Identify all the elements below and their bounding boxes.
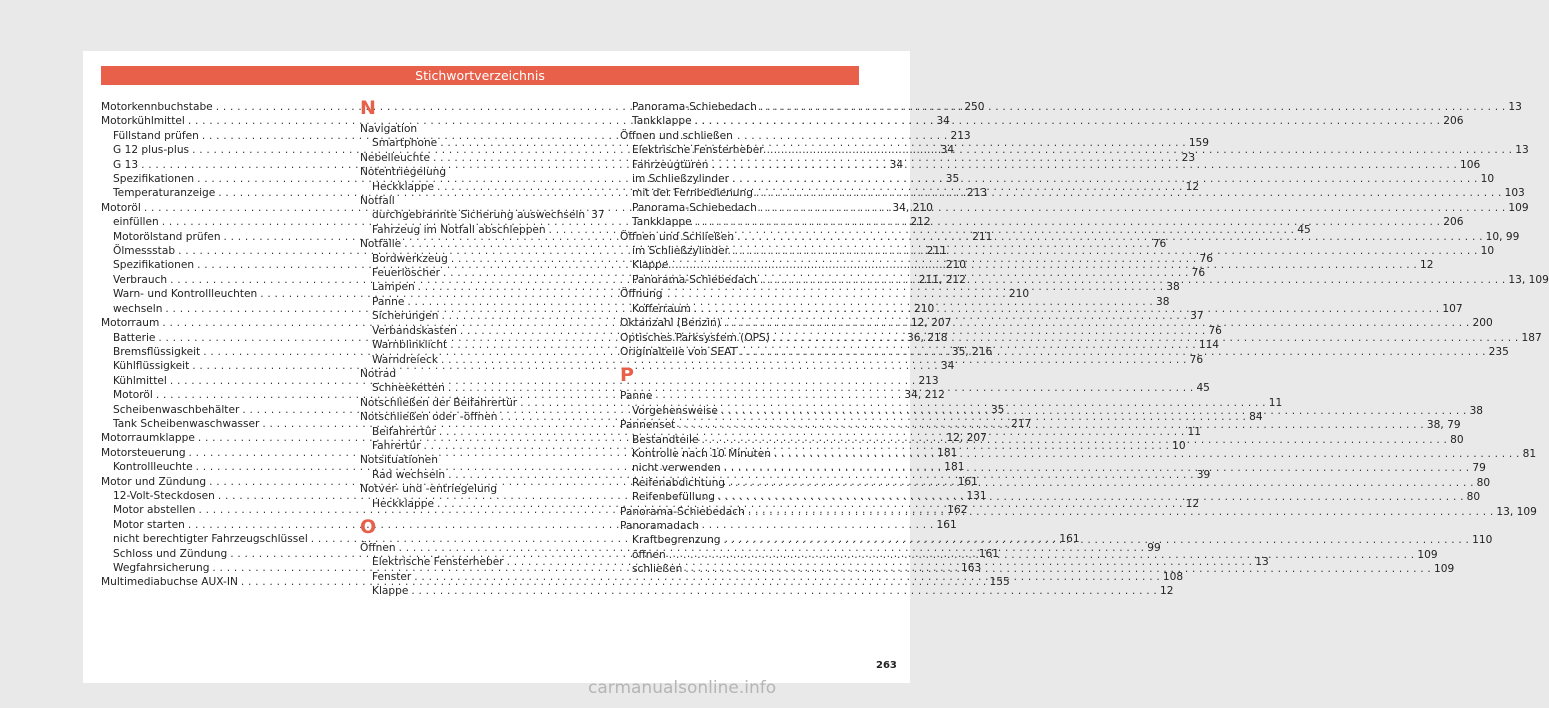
entry-term: Warndreieck xyxy=(372,353,438,366)
entry-pages: 34, 212 xyxy=(904,389,945,402)
entry-term: Motorkühlmittel xyxy=(101,115,185,128)
index-subentry xyxy=(101,374,939,388)
entry-term: Kofferraum xyxy=(632,302,691,315)
entry-term: Bremsflüssigkeit xyxy=(113,345,201,358)
entry-pages: 13 xyxy=(1515,144,1529,157)
entry-pages: 39 xyxy=(1196,468,1211,481)
entry-term: Notschließen oder -öffnen xyxy=(360,411,498,424)
index-subentry xyxy=(360,208,605,222)
entry-pages: 80 xyxy=(1476,476,1491,489)
entry-term: Motor und Zündung xyxy=(101,475,207,488)
entry-term: Oktanzahl (Benzin) xyxy=(620,317,721,330)
section-letter: N xyxy=(360,97,376,119)
entry-term: Panorama-Schiebedach xyxy=(632,101,757,113)
entry-term: Smartphone xyxy=(372,137,438,150)
entry-term: durchgebrannte Sicherung auswechseln xyxy=(372,209,586,222)
entry-pages: 13, 109 xyxy=(1496,505,1537,518)
entry-term: Motorsteuerung xyxy=(101,446,186,459)
entry-pages: 12, 207 xyxy=(946,432,987,445)
entry-pages: 80 xyxy=(1466,491,1481,504)
entry-pages: 210 xyxy=(1008,288,1030,301)
entry-pages: 187 xyxy=(1521,331,1542,344)
entry-pages: 10 xyxy=(1172,439,1186,452)
index-heading: Öffnen und schließen xyxy=(620,129,733,142)
entry-term: Warnblinklicht xyxy=(372,339,448,352)
entry-term: G 12 plus-plus xyxy=(113,144,190,157)
entry-term: Warn- und Kontrollleuchten xyxy=(113,288,258,301)
entry-term: G 13 xyxy=(113,158,139,171)
entry-term: Pannenset xyxy=(620,419,676,432)
entry-term: mit der Fernbedienung xyxy=(632,187,753,200)
dot-leader xyxy=(718,490,1464,504)
entry-pages: 76 xyxy=(1199,252,1213,265)
entry-pages: 103 xyxy=(1504,187,1525,200)
entry-term: Elektrische Fensterheber xyxy=(632,144,764,157)
entry-term: Fenster xyxy=(372,570,412,583)
entry-pages: 12, 207 xyxy=(910,317,952,330)
entry-term: 12-Volt-Steckdosen xyxy=(113,489,215,502)
index-heading: Notentriegelung xyxy=(360,166,447,179)
entry-term: Notschließen der Beifahrertür xyxy=(360,396,518,409)
entry-term: Motor abstellen xyxy=(113,504,196,517)
entry-pages: 38, 79 xyxy=(1426,419,1461,432)
entry-pages: 155 xyxy=(989,576,1010,589)
entry-term: Wegfahrsicherung xyxy=(113,562,210,574)
entry-term: Panorama-Schiebedach xyxy=(620,505,745,518)
entry-pages: 84 xyxy=(1249,411,1263,424)
entry-pages: 235 xyxy=(1488,345,1509,358)
dot-leader xyxy=(411,584,1157,598)
entry-pages: 13 xyxy=(1508,101,1522,113)
entry-term: Motorölstand prüfen xyxy=(113,230,221,243)
entry-pages: 13 xyxy=(1255,556,1269,569)
entry-pages: 34, 210 xyxy=(892,201,933,214)
entry-term: Motor starten xyxy=(113,518,185,531)
entry-term: Kühlmittel xyxy=(113,374,167,387)
entry-term: Motorraumklappe xyxy=(101,432,195,445)
entry-pages: 109 xyxy=(1417,548,1438,561)
entry-term: Elektrische Fensterheber xyxy=(372,556,504,569)
entry-pages: 181 xyxy=(944,461,965,474)
entry-term: Füllstand prüfen xyxy=(113,129,199,142)
entry-pages: 38 xyxy=(1469,404,1484,417)
dot-leader xyxy=(701,433,1447,447)
entry-pages: 213 xyxy=(918,374,939,387)
dot-leader xyxy=(774,447,1520,461)
entry-term: Vorgehensweise xyxy=(632,404,718,417)
entry-pages: 35, 216 xyxy=(951,345,993,358)
entry-pages: 99 xyxy=(1147,541,1161,554)
dot-leader xyxy=(732,172,1478,186)
entry-pages: 45 xyxy=(1196,382,1210,395)
entry-term: Bestandteile xyxy=(632,433,699,446)
dot-leader xyxy=(760,100,1506,114)
entry-pages: 81 xyxy=(1522,447,1537,460)
entry-pages: 12 xyxy=(1185,180,1200,193)
entry-term: Ölmessstab xyxy=(113,245,176,258)
entry-pages: 23 xyxy=(1181,151,1196,164)
entry-pages: 161 xyxy=(1059,533,1080,546)
entry-term: Notfälle xyxy=(360,238,402,251)
entry-pages: 206 xyxy=(1443,115,1464,128)
entry-term: Reifenabdichtung xyxy=(632,476,726,489)
section-letter: O xyxy=(360,515,377,538)
index-subentry xyxy=(360,381,1210,395)
entry-pages: 34 xyxy=(940,360,955,373)
entry-pages: 108 xyxy=(1162,570,1184,583)
entry-term: Originalteile von SEAT xyxy=(620,345,738,358)
entry-term: Temperaturanzeige xyxy=(113,187,216,200)
entry-term: Tankklappe xyxy=(632,115,692,128)
dot-leader xyxy=(760,201,1506,215)
entry-pages: 76 xyxy=(1208,324,1222,337)
entry-term: Bordwerkzeug xyxy=(372,252,448,265)
dot-leader xyxy=(721,404,1467,418)
entry-term: Motorkennbuchstabe xyxy=(101,101,213,113)
dot-leader xyxy=(760,273,1506,287)
entry-term: Panorama-Schiebedach xyxy=(632,201,757,214)
entry-pages: 11 xyxy=(1268,396,1283,409)
entry-pages: 36, 218 xyxy=(907,331,948,344)
entry-pages: 109 xyxy=(1508,201,1529,214)
page-number: 263 xyxy=(876,660,897,671)
entry-pages: 34 xyxy=(936,115,950,128)
dot-leader xyxy=(728,476,1474,490)
entry-term: Panorama-Schiebedach xyxy=(632,273,757,286)
index-heading: Notrad xyxy=(360,367,397,380)
entry-pages: 76 xyxy=(1152,238,1167,251)
dot-leader xyxy=(756,186,1502,200)
entry-pages: 213 xyxy=(950,129,971,142)
dot-leader xyxy=(669,548,1415,562)
entry-term: Beifahrertür xyxy=(372,425,436,438)
entry-pages: 163 xyxy=(961,562,982,574)
entry-term: Öffnen und Schließen xyxy=(620,230,735,243)
entry-term: Heckklappe xyxy=(372,180,434,193)
entry-pages: 38 xyxy=(1166,281,1180,294)
entry-term: Kühlflüssigkeit xyxy=(113,360,190,373)
dot-leader xyxy=(732,244,1478,258)
dot-leader xyxy=(740,345,1486,359)
entry-term: Tank Scheibenwaschwasser xyxy=(113,417,260,430)
index-heading: Navigation xyxy=(360,123,418,135)
entry-term: Kraftbegrenzung xyxy=(632,534,721,547)
dot-leader xyxy=(695,215,1441,229)
section-letter: P xyxy=(620,364,634,387)
entry-term: Optisches Parksystem (OPS) xyxy=(620,331,770,344)
page-header: Stichwortverzeichnis xyxy=(101,66,859,85)
index-subentry xyxy=(360,136,1210,150)
entry-pages: 106 xyxy=(1460,158,1481,171)
entry-pages: 211 xyxy=(926,245,947,258)
entry-term: Verbandskasten xyxy=(372,324,457,337)
entry-term: Fahrzeugtüren xyxy=(632,158,709,171)
entry-pages: 200 xyxy=(1472,317,1493,330)
entry-term: Schneeketten xyxy=(372,382,445,395)
entry-pages: 131 xyxy=(966,489,987,502)
entry-pages: 212 xyxy=(910,216,931,229)
entry-pages: 217 xyxy=(1011,417,1032,430)
index-heading: Notsituationen xyxy=(360,454,438,467)
entry-pages: 76 xyxy=(1189,353,1204,366)
entry-term: Feuerlöscher xyxy=(372,267,440,280)
index-heading: Panoramadach xyxy=(620,519,700,532)
entry-pages: 35 xyxy=(990,403,1005,416)
entry-pages: 161 xyxy=(978,547,1000,560)
entry-term: im Schließzylinder xyxy=(632,245,729,258)
dot-leader xyxy=(695,114,1441,128)
entry-pages: 206 xyxy=(1443,216,1464,229)
entry-pages: 37 xyxy=(1190,310,1204,323)
dot-leader xyxy=(711,158,1457,172)
dot-leader xyxy=(724,316,1470,330)
entry-pages: 107 xyxy=(1442,302,1463,315)
entry-term: Sicherungen xyxy=(372,310,439,323)
entry-pages: 114 xyxy=(1198,339,1220,352)
entry-term: im Schließzylinder xyxy=(632,173,729,186)
entry-term: Öffnen xyxy=(360,541,396,554)
index-heading: Öffnung xyxy=(620,288,663,301)
entry-term: Spezifikationen xyxy=(113,173,195,186)
index-heading: Notfall xyxy=(360,195,395,208)
entry-pages: 76 xyxy=(1191,267,1206,280)
entry-pages: 45 xyxy=(1297,223,1311,236)
entry-pages: 10 xyxy=(1480,245,1495,258)
index-subentry xyxy=(360,584,1174,598)
entry-term: Kontrollleuchte xyxy=(113,461,193,474)
entry-term: Klappe xyxy=(372,585,409,598)
entry-term: Batterie xyxy=(113,331,156,344)
entry-pages: 13, 109 xyxy=(1508,273,1549,286)
entry-pages: 181 xyxy=(937,446,958,459)
entry-term: Motoröl xyxy=(101,201,141,214)
entry-term: nicht verwenden xyxy=(632,462,721,475)
entry-pages: 110 xyxy=(1472,534,1493,547)
entry-term: Verbrauch xyxy=(113,273,168,286)
dot-leader xyxy=(678,418,1424,432)
entry-pages: 10, 99 xyxy=(1485,230,1520,243)
entry-pages: 159 xyxy=(1188,137,1210,150)
entry-term: nicht berechtigter Fahrzeugschlüssel xyxy=(113,533,308,546)
entry-pages: 161 xyxy=(957,475,978,488)
watermark[interactable]: carmanualsonline.info xyxy=(588,678,777,698)
dot-leader xyxy=(694,302,1440,316)
entry-term: wechseln xyxy=(113,302,163,315)
entry-term: schließen xyxy=(632,563,683,576)
entry-term: Nebelleuchte xyxy=(360,151,431,164)
entry-term: Schloss und Zündung xyxy=(113,547,228,560)
entry-pages: 109 xyxy=(1433,563,1455,576)
index-subentry xyxy=(360,309,1204,323)
entry-term: Heckklappe xyxy=(372,497,434,510)
index-entry xyxy=(360,237,1167,251)
entry-pages: 210 xyxy=(914,302,935,315)
entry-term: Kontrolle nach 10 Minuten xyxy=(632,447,772,460)
entry-pages: 211 xyxy=(972,230,993,243)
entry-pages: 162 xyxy=(947,504,968,517)
entry-term: Multimediabuchse AUX-IN xyxy=(101,576,238,589)
entry-pages: 12 xyxy=(1185,497,1200,510)
entry-pages: 211, 212 xyxy=(918,273,966,286)
index-subentry xyxy=(360,280,1180,294)
entry-term: Rad wechseln xyxy=(372,468,446,481)
entry-term: Motorraum xyxy=(101,317,160,330)
entry-term: einfüllen xyxy=(113,216,159,229)
entry-term: Reifenbefüllung xyxy=(632,491,716,504)
entry-pages: 38 xyxy=(1155,295,1170,308)
index-heading: Notver- und -entriegelung xyxy=(360,483,498,496)
entry-pages: 210 xyxy=(945,259,966,272)
entry-term: Fahrzeug im Notfall abschleppen xyxy=(372,223,546,236)
entry-pages: 80 xyxy=(1450,433,1464,446)
entry-pages: 37 xyxy=(591,209,605,222)
index-heading: Panne xyxy=(620,390,653,403)
entry-pages: 213 xyxy=(966,187,988,200)
entry-term: Klappe xyxy=(632,259,669,272)
entry-pages: 10 xyxy=(1480,173,1495,186)
dot-leader xyxy=(767,143,1513,157)
entry-term: Tankklappe xyxy=(632,216,692,229)
dot-leader xyxy=(685,562,1431,576)
entry-term: öffnen xyxy=(632,548,666,561)
entry-term: Scheibenwaschbehälter xyxy=(113,403,240,416)
entry-pages: 161 xyxy=(936,518,957,531)
entry-term: Fahrertür xyxy=(372,439,421,452)
entry-pages: 34 xyxy=(940,144,955,157)
dot-leader xyxy=(737,230,1483,244)
dot-leader xyxy=(748,505,1494,519)
entry-pages: 34 xyxy=(889,158,904,171)
dot-leader xyxy=(724,533,1470,547)
entry-pages: 11 xyxy=(1187,425,1201,438)
entry-term: Panne xyxy=(372,295,405,308)
dot-leader xyxy=(724,461,1470,475)
entry-term: Lampen xyxy=(372,281,415,294)
entry-pages: 250 xyxy=(964,101,985,113)
dot-leader xyxy=(671,258,1417,272)
entry-term: Spezifikationen xyxy=(113,259,195,272)
entry-pages: 12 xyxy=(1159,585,1174,598)
entry-pages: 79 xyxy=(1472,462,1486,475)
entry-pages: 35 xyxy=(945,173,960,186)
entry-pages: 12 xyxy=(1419,259,1434,272)
dot-leader xyxy=(773,331,1519,345)
entry-term: Motoröl xyxy=(113,389,153,402)
